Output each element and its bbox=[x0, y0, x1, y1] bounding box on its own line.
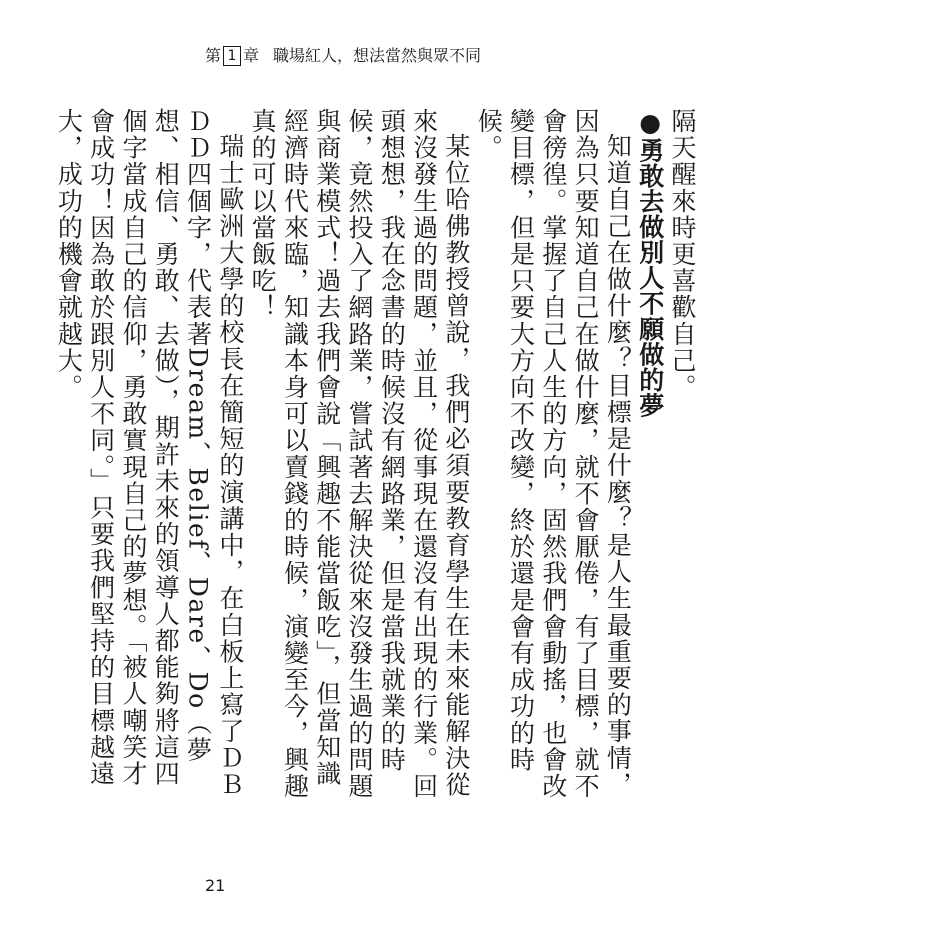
running-header bbox=[205, 46, 481, 66]
chapter-suffix: 章 bbox=[243, 46, 260, 65]
vertical-body-text bbox=[52, 108, 698, 808]
chapter-number-box: 1 bbox=[223, 46, 241, 66]
paragraph: 某位哈佛教授曾說，我們必須要教育學生在未來能解決從來沒發生過的問題，並且，從事現在還沒有出現的行業。回頭想想，我在念書的時候沒有網路業，但是當我就業的時候，竟然投入了網路業，嘗試著去解決從來沒發生過的問題與商業模式！過去我們會說「興趣不能當飯吃」，但當知識經濟時代來臨，知識本身可以賣錢的時候，演變至今，興趣真的可以當飯吃！ bbox=[248, 108, 471, 800]
chapter-title: 職場紅人，想法當然與眾不同 bbox=[273, 46, 482, 65]
filled-circle-bullet-icon: ● bbox=[635, 108, 665, 138]
section-heading bbox=[633, 108, 665, 808]
paragraph-continuation: 隔天醒來時更喜歡自己。 bbox=[668, 108, 697, 401]
paragraph: 瑞士歐洲大學的校長在簡短的演講中，在白板上寫了ＤＢＤＤ四個字，代表著Dream、Belief、Dare、Do（夢想、相信、勇敢、去做），期許未來的領導人都能夠將這四個字當成自己的信仰，勇敢實現自己的夢想。「被人嘲笑才會成功！因為敢於跟別人不同。」只要我們堅持的目標越遠大，成功的機會就越大。 bbox=[54, 108, 245, 798]
chapter-prefix: 第 bbox=[205, 46, 222, 65]
section-heading-text: 勇敢去做別人不願做的夢 bbox=[635, 137, 665, 418]
page-number: 21 bbox=[205, 876, 226, 895]
paragraph: 知道自己在做什麼？目標是什麼？是人生最重要的事情，因為只要知道自己在做什麼，就不會厭倦，有了目標，就不會徬徨。掌握了自己人生的方向，固然我們會動搖，也會改變目標，但是只要大方向不改變，終於還是會有成功的時候。 bbox=[474, 108, 633, 800]
